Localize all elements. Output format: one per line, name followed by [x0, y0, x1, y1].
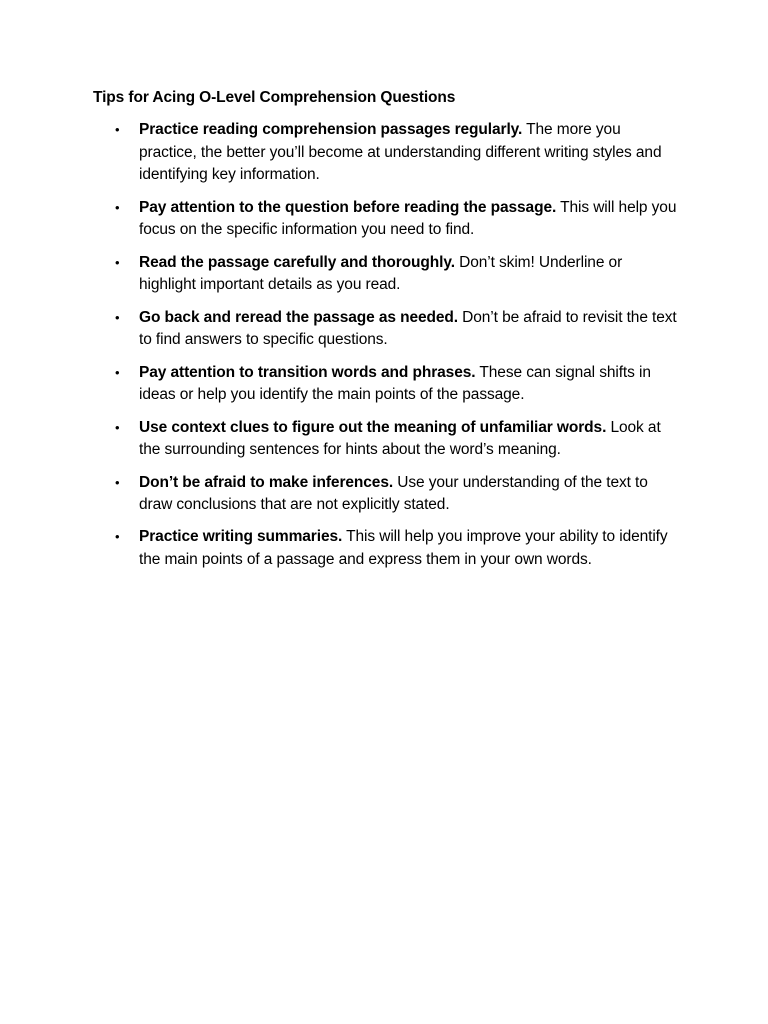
- tip-lead: Practice reading comprehension passages regularly.: [139, 121, 523, 138]
- list-item: [115, 197, 680, 242]
- tip-lead: Use context clues to figure out the meaning of unfamiliar words.: [139, 418, 607, 436]
- tip-body: These can signal shifts in ideas or help you identify the main points of the passage.: [139, 363, 651, 404]
- tip-body: Don’t be afraid to revisit the text to find answers to specific questions.: [139, 308, 677, 349]
- bullet-icon: •: [115, 309, 120, 325]
- bullet-icon: •: [115, 529, 120, 545]
- list-item: [115, 362, 680, 407]
- tip-lead: Pay attention to transition words and phrases.: [139, 363, 476, 381]
- bullet-icon: •: [115, 364, 120, 380]
- tip-body: Look at the surrounding sentences for hints about the word’s meaning.: [139, 418, 661, 459]
- tip-body: Use your understanding of the text to draw conclusions that are not explicitly stated.: [139, 473, 648, 514]
- tip-lead: Practice writing summaries.: [139, 528, 343, 546]
- document-title: Tips for Acing O-Level Comprehension Questions: [93, 89, 456, 106]
- bullet-icon: •: [115, 199, 120, 215]
- tip-lead: Read the passage carefully and thoroughly.: [139, 253, 455, 271]
- tip-body: This will help you focus on the specific information you need to find.: [139, 198, 677, 239]
- list-item: [115, 417, 680, 462]
- bullet-icon: •: [115, 254, 120, 270]
- tip-body: The more you practice, the better you’ll become at understanding different writing styles and identifying key information.: [139, 121, 662, 184]
- tip-lead: Don’t be afraid to make inferences.: [139, 473, 394, 491]
- list-item: [115, 119, 680, 187]
- bullet-icon: •: [115, 474, 120, 490]
- tip-lead: Pay attention to the question before reading the passage.: [139, 198, 557, 216]
- list-item: [115, 526, 680, 571]
- bullet-icon: •: [115, 122, 120, 137]
- list-item: [115, 252, 680, 297]
- tips-list: [115, 119, 680, 581]
- list-item: [115, 307, 680, 352]
- tip-body: Don’t skim! Underline or highlight important details as you read.: [139, 253, 623, 294]
- bullet-icon: •: [115, 419, 120, 435]
- tip-lead: Go back and reread the passage as needed.: [139, 308, 458, 326]
- tip-body: This will help you improve your ability to identify the main points of a passage and express them in your own words.: [139, 528, 668, 569]
- list-item: [115, 472, 680, 517]
